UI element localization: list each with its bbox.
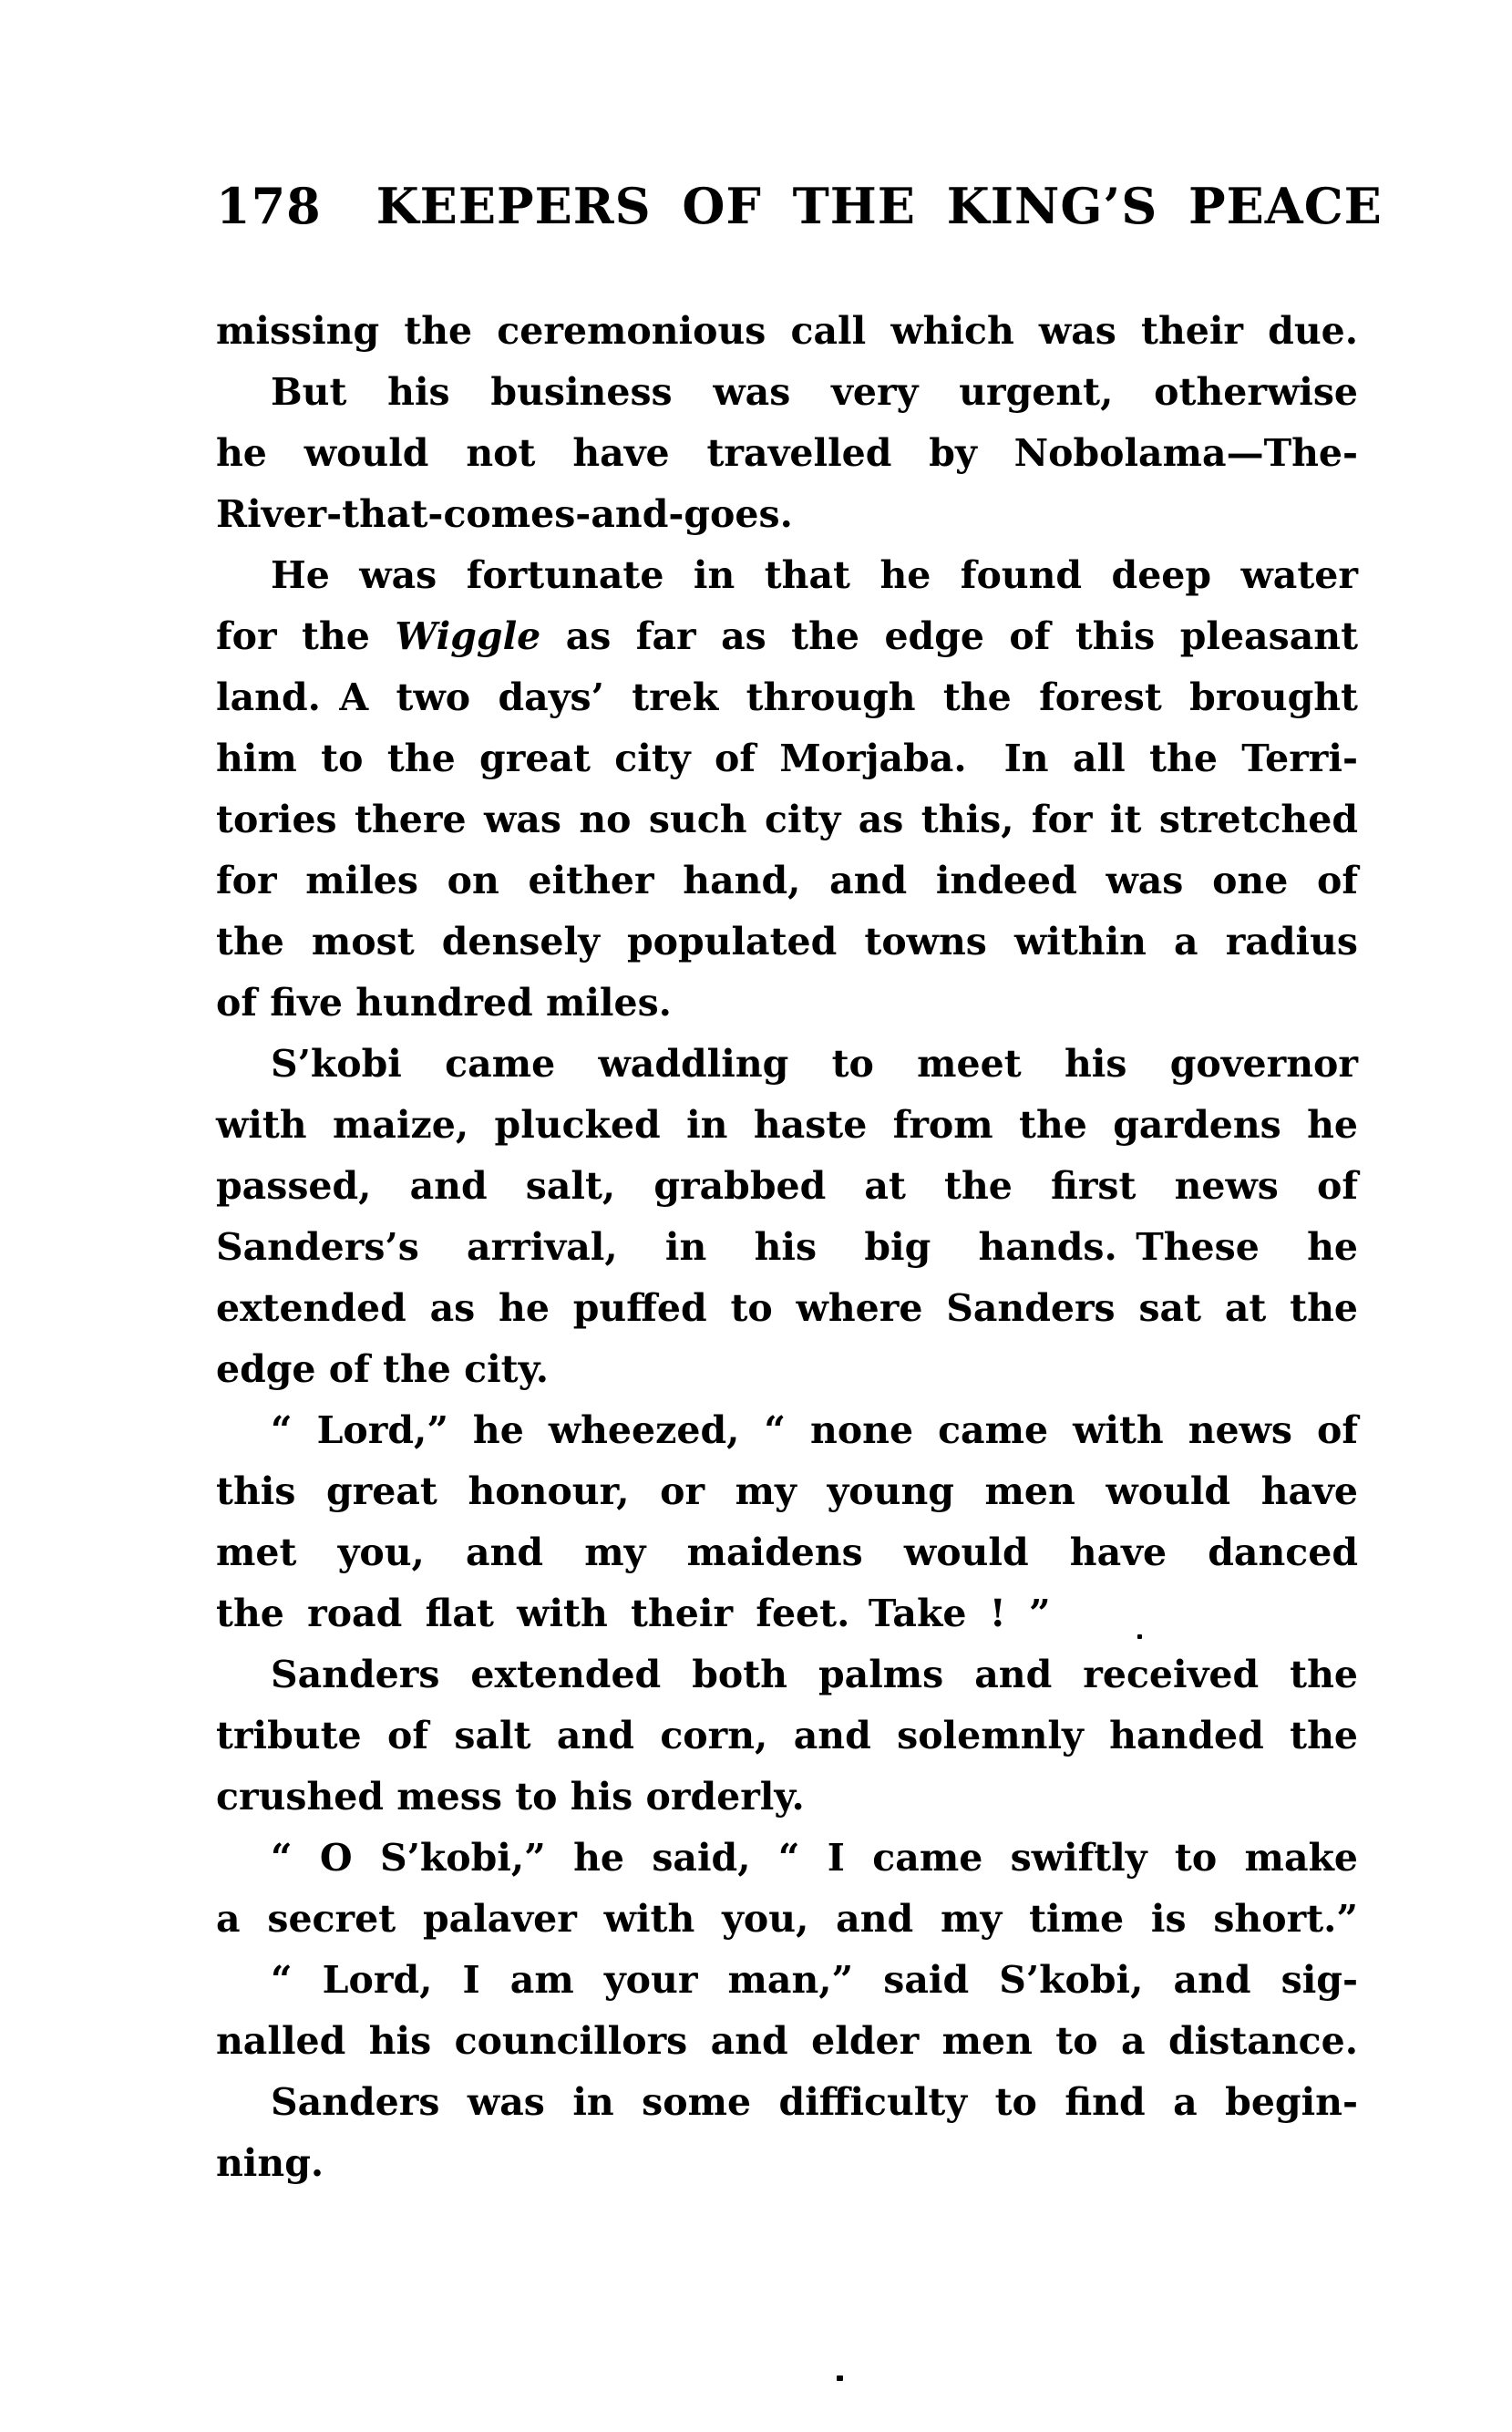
text-line: River-that-comes-and-goes.	[216, 492, 793, 536]
page-number: 178	[216, 177, 322, 235]
text-line: “ Lord,” he wheezed, “ none came with news of	[271, 1408, 1358, 1452]
text-line: the road flat with their feet. Take ! ”	[216, 1592, 1051, 1635]
text-line: for miles on either hand, and indeed was one of	[216, 859, 1358, 902]
text-line: the most densely populated towns within a radius	[216, 920, 1358, 964]
text-line: “ Lord, I am your man,” said S’kobi, and sig-	[271, 1958, 1358, 2002]
text-line: of five hundred miles.	[216, 981, 672, 1025]
text-line: Sanders extended both palms and received the	[271, 1653, 1358, 1696]
text-line: met you, and my maidens would have danced	[216, 1530, 1358, 1574]
text-line: missing the ceremonious call which was their due.	[216, 309, 1358, 353]
text-line: this great honour, or my young men would have	[216, 1469, 1358, 1513]
text-line: a secret palaver with you, and my time is short.”	[216, 1897, 1358, 1941]
text-line: S’kobi came waddling to meet his governor	[271, 1042, 1358, 1086]
text-line: But his business was very urgent, otherwise	[271, 370, 1358, 414]
text-line: Sanders’s arrival, in his big hands. These he	[216, 1225, 1358, 1269]
text-line: He was fortunate in that he found deep water	[271, 553, 1358, 597]
page-text	[216, 301, 1358, 2194]
text-line: him to the great city of Morjaba. In all the Terri-	[216, 737, 1358, 780]
text-line: land. A two days’ trek through the forest brought	[216, 675, 1358, 719]
text-line: Sanders was in some difficulty to find a begin-	[271, 2080, 1358, 2124]
text-line: edge of the city.	[216, 1347, 550, 1391]
text-line: passed, and salt, grabbed at the first news of	[216, 1164, 1358, 1208]
text-line: ning.	[216, 2141, 324, 2185]
text-line: tories there was no such city as this, for it stretched	[216, 798, 1358, 841]
ink-speck	[837, 2375, 843, 2381]
text-line: crushed mess to his orderly.	[216, 1775, 805, 1819]
italic-word: Wiggle	[395, 614, 541, 658]
text-line: he would not have travelled by Nobolama—The-	[216, 431, 1358, 475]
stray-period-mark	[1137, 1634, 1142, 1639]
text-line: tribute of salt and corn, and solemnly handed the	[216, 1714, 1358, 1757]
text-line: for the Wiggle as far as the edge of this pleasant	[216, 614, 1359, 658]
text-line: “ O S’kobi,” he said, “ I came swiftly to make	[271, 1836, 1358, 1880]
text-line: with maize, plucked in haste from the gardens he	[216, 1103, 1358, 1147]
running-header	[216, 177, 1383, 235]
text-line: nalled his councillors and elder men to a distance.	[216, 2019, 1358, 2063]
header-title: KEEPERS OF THE KING’S PEACE	[375, 177, 1383, 235]
text-line: extended as he puffed to where Sanders sat at the	[216, 1286, 1358, 1330]
